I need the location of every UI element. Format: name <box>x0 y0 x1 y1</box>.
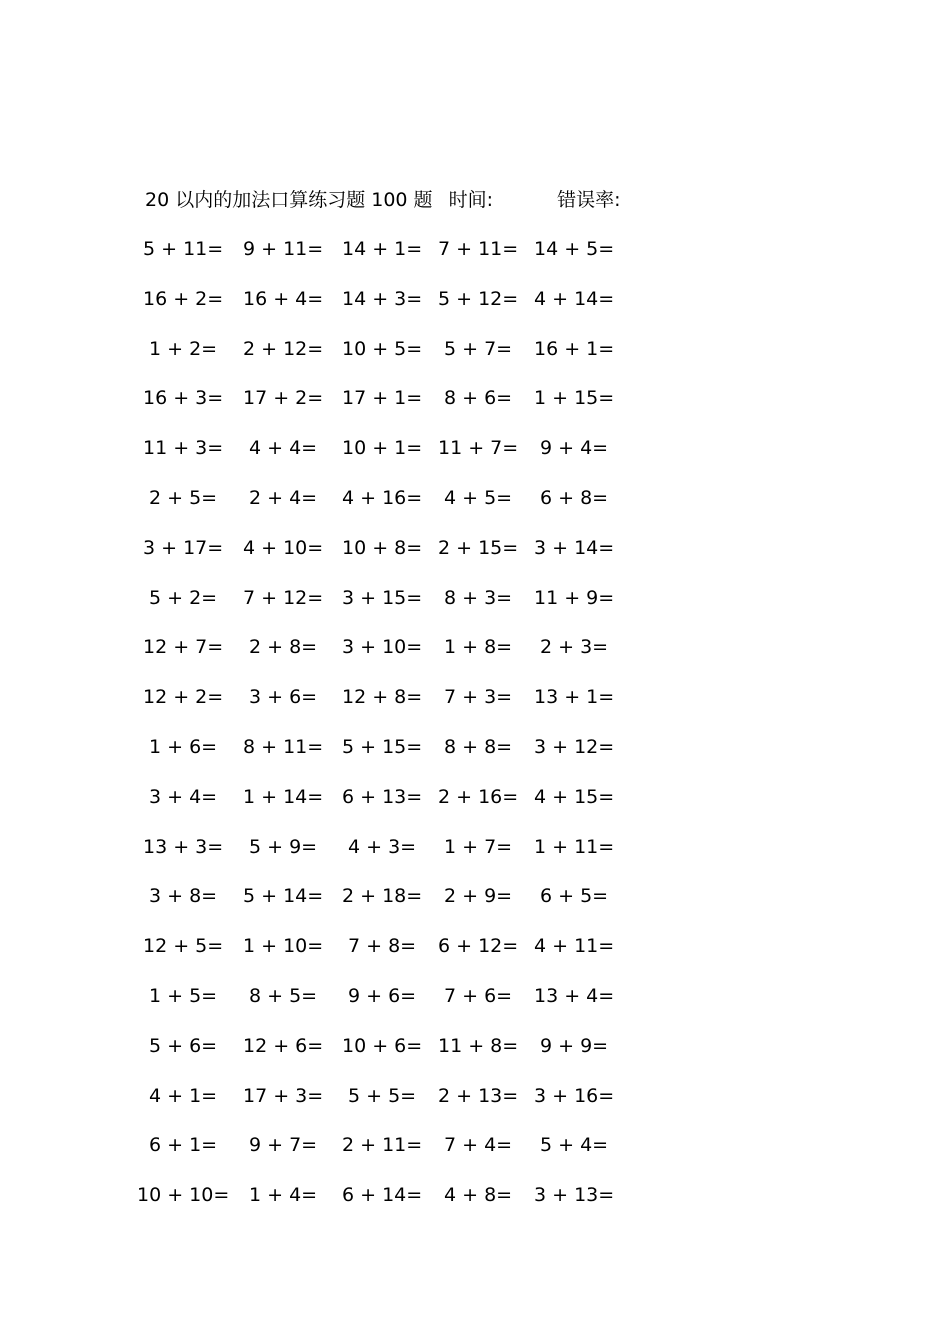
addition-problem: 3 + 14= <box>534 536 615 559</box>
addition-problem: 7 + 8= <box>348 935 417 958</box>
problem-row <box>0 334 950 384</box>
problem-row <box>0 533 950 583</box>
addition-problem: 5 + 11= <box>143 238 224 260</box>
addition-problem: 1 + 5= <box>149 984 218 1007</box>
addition-problem: 5 + 6= <box>149 1034 218 1057</box>
addition-problem: 12 + 7= <box>143 636 224 659</box>
addition-problem: 12 + 6= <box>243 1034 324 1057</box>
addition-problem: 8 + 6= <box>444 387 513 410</box>
problem-row <box>0 234 950 284</box>
problem-row <box>0 284 950 334</box>
problem-row <box>0 1081 950 1131</box>
addition-problem: 4 + 8= <box>444 1184 513 1207</box>
addition-problem: 4 + 1= <box>149 1084 218 1107</box>
addition-problem: 2 + 4= <box>249 486 318 509</box>
addition-problem: 9 + 11= <box>243 238 324 260</box>
addition-problem: 10 + 8= <box>342 536 423 559</box>
addition-problem: 4 + 14= <box>534 287 615 310</box>
addition-problem: 13 + 4= <box>534 984 615 1007</box>
addition-problem: 4 + 15= <box>534 785 615 808</box>
problem-row <box>0 483 950 533</box>
addition-problem: 10 + 5= <box>342 337 423 360</box>
addition-problem: 10 + 10= <box>137 1184 230 1207</box>
addition-problem: 8 + 5= <box>249 984 318 1007</box>
addition-problem: 4 + 4= <box>249 437 318 460</box>
addition-problem: 1 + 15= <box>534 387 615 410</box>
problem-row <box>0 433 950 483</box>
problem-row <box>0 1180 950 1230</box>
addition-problem: 14 + 3= <box>342 287 423 310</box>
problem-row <box>0 732 950 782</box>
addition-problem: 6 + 12= <box>438 935 519 958</box>
addition-problem: 6 + 1= <box>149 1134 218 1157</box>
addition-problem: 12 + 5= <box>143 935 224 958</box>
addition-problem: 13 + 3= <box>143 835 224 858</box>
addition-problem: 17 + 2= <box>243 387 324 410</box>
addition-problem: 5 + 12= <box>438 287 519 310</box>
addition-problem: 6 + 5= <box>540 885 609 908</box>
addition-problem: 16 + 2= <box>143 287 224 310</box>
addition-problem: 1 + 4= <box>249 1184 318 1207</box>
addition-problem: 2 + 8= <box>249 636 318 659</box>
addition-problem: 10 + 1= <box>342 437 423 460</box>
error-rate-label: 错误率: <box>557 189 621 211</box>
problem-row <box>0 881 950 931</box>
addition-problem: 1 + 14= <box>243 785 324 808</box>
problem-row <box>0 931 950 981</box>
addition-problem: 17 + 1= <box>342 387 423 410</box>
problem-row <box>0 682 950 732</box>
addition-problem: 12 + 8= <box>342 686 423 709</box>
worksheet-title: 20 以内的加法口算练习题 100 题 <box>145 189 433 211</box>
addition-problem: 1 + 8= <box>444 636 513 659</box>
addition-problem: 12 + 2= <box>143 686 224 709</box>
addition-problem: 10 + 6= <box>342 1034 423 1057</box>
addition-problem: 3 + 16= <box>534 1084 615 1107</box>
problem-row <box>0 782 950 832</box>
addition-problem: 1 + 6= <box>149 735 218 758</box>
addition-problem: 1 + 7= <box>444 835 513 858</box>
addition-problem: 7 + 6= <box>444 984 513 1007</box>
addition-problem: 2 + 12= <box>243 337 324 360</box>
addition-problem: 14 + 5= <box>534 238 615 260</box>
addition-problem: 1 + 2= <box>149 337 218 360</box>
addition-problem: 6 + 14= <box>342 1184 423 1207</box>
problem-row <box>0 1031 950 1081</box>
addition-problem: 3 + 6= <box>249 686 318 709</box>
addition-problem: 11 + 3= <box>143 437 224 460</box>
addition-problem: 3 + 15= <box>342 586 423 609</box>
addition-problem: 2 + 5= <box>149 486 218 509</box>
addition-problem: 4 + 10= <box>243 536 324 559</box>
addition-problem: 9 + 4= <box>540 437 609 460</box>
worksheet-header <box>145 186 620 214</box>
addition-problem: 5 + 2= <box>149 586 218 609</box>
addition-problem: 4 + 5= <box>444 486 513 509</box>
problem-row <box>0 1130 950 1180</box>
addition-problem: 5 + 5= <box>348 1084 417 1107</box>
addition-problem: 2 + 16= <box>438 785 519 808</box>
addition-problem: 7 + 12= <box>243 586 324 609</box>
addition-problem: 8 + 11= <box>243 735 324 758</box>
addition-problem: 5 + 9= <box>249 835 318 858</box>
addition-problem: 11 + 7= <box>438 437 519 460</box>
addition-problem: 2 + 11= <box>342 1134 423 1157</box>
addition-problem: 16 + 1= <box>534 337 615 360</box>
addition-problem: 11 + 8= <box>438 1034 519 1057</box>
addition-problem: 1 + 10= <box>243 935 324 958</box>
problem-row <box>0 981 950 1031</box>
addition-problem: 16 + 4= <box>243 287 324 310</box>
addition-problem: 7 + 11= <box>438 238 519 260</box>
addition-problem: 2 + 9= <box>444 885 513 908</box>
addition-problem: 3 + 12= <box>534 735 615 758</box>
addition-problem: 2 + 15= <box>438 536 519 559</box>
addition-problem: 7 + 4= <box>444 1134 513 1157</box>
problem-row <box>0 832 950 882</box>
addition-problem: 2 + 18= <box>342 885 423 908</box>
addition-problem: 5 + 7= <box>444 337 513 360</box>
addition-problem: 5 + 15= <box>342 735 423 758</box>
addition-problem: 3 + 17= <box>143 536 224 559</box>
addition-problem: 4 + 3= <box>348 835 417 858</box>
addition-problem: 9 + 6= <box>348 984 417 1007</box>
addition-problem: 2 + 13= <box>438 1084 519 1107</box>
addition-problem: 11 + 9= <box>534 586 615 609</box>
addition-problem: 4 + 16= <box>342 486 423 509</box>
problem-grid <box>0 234 950 1230</box>
addition-problem: 9 + 7= <box>249 1134 318 1157</box>
addition-problem: 9 + 9= <box>540 1034 609 1057</box>
addition-problem: 8 + 8= <box>444 735 513 758</box>
addition-problem: 4 + 11= <box>534 935 615 958</box>
addition-problem: 13 + 1= <box>534 686 615 709</box>
addition-problem: 8 + 3= <box>444 586 513 609</box>
addition-problem: 17 + 3= <box>243 1084 324 1107</box>
addition-problem: 3 + 8= <box>149 885 218 908</box>
addition-problem: 14 + 1= <box>342 238 423 260</box>
addition-problem: 3 + 10= <box>342 636 423 659</box>
addition-problem: 7 + 3= <box>444 686 513 709</box>
addition-problem: 2 + 3= <box>540 636 609 659</box>
addition-problem: 6 + 8= <box>540 486 609 509</box>
addition-problem: 16 + 3= <box>143 387 224 410</box>
problem-row <box>0 383 950 433</box>
time-label: 时间: <box>448 189 494 211</box>
problem-row <box>0 583 950 633</box>
addition-problem: 1 + 11= <box>534 835 615 858</box>
addition-problem: 5 + 14= <box>243 885 324 908</box>
addition-problem: 3 + 13= <box>534 1184 615 1207</box>
addition-problem: 3 + 4= <box>149 785 218 808</box>
problem-row <box>0 632 950 682</box>
addition-problem: 6 + 13= <box>342 785 423 808</box>
addition-problem: 5 + 4= <box>540 1134 609 1157</box>
